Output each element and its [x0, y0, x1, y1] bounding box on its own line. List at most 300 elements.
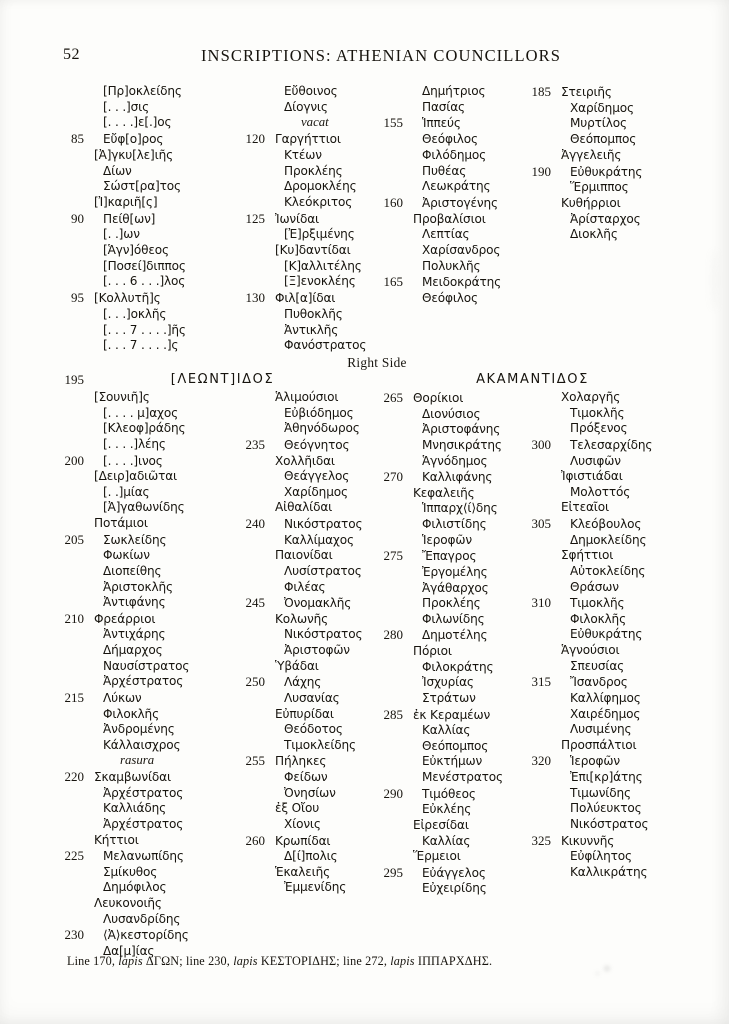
councillor-name: Θεάγγελος — [284, 469, 350, 484]
councillor-name: Εὔθοινος — [284, 84, 338, 98]
line-number: 190 — [531, 163, 551, 179]
councillor-name: Τιμόθεος — [422, 786, 476, 801]
councillor-name: Λυσιμένης — [570, 722, 632, 737]
scan-artifact — [596, 972, 599, 975]
deme-heading: Εὐπυρίδαι — [275, 706, 334, 721]
councillor-name: Εὐθυκράτης — [570, 627, 643, 642]
councillor-name: Εὐβιόδημος — [284, 405, 354, 420]
councillor-name: Ἱππεύς — [422, 116, 461, 131]
deme-heading: Ποτάμιοι — [94, 516, 148, 530]
list-row — [521, 116, 642, 132]
councillor-name: Ἀριστοφῶν — [284, 643, 350, 657]
councillor-name: Τιμοκλῆς — [570, 405, 625, 420]
list-row — [235, 131, 366, 148]
list-row — [235, 164, 366, 180]
list-row — [54, 848, 189, 865]
list-row — [54, 115, 186, 131]
list-row — [235, 612, 362, 628]
list-row — [521, 454, 652, 470]
list-row — [54, 516, 189, 532]
deme-heading: Στειριῆς — [561, 85, 612, 99]
list-row — [373, 596, 503, 612]
list-row — [521, 643, 652, 659]
councillor-name: Ἀντικλῆς — [284, 322, 339, 337]
list-row — [54, 453, 189, 470]
line-number: 305 — [531, 516, 551, 531]
list-row — [521, 148, 642, 164]
deme-heading: Παιονίδαι — [275, 548, 333, 563]
list-row — [373, 259, 501, 275]
list-row — [54, 532, 189, 549]
list-row — [373, 691, 503, 707]
list-row — [521, 691, 652, 707]
page-title: INSCRIPTIONS: ATHENIAN COUNCILLORS — [200, 46, 562, 65]
deme-heading: Προβαλίσιοι — [413, 211, 486, 226]
list-row — [54, 564, 189, 580]
councillor-name: Δίογνις — [284, 99, 328, 114]
councillor-name: Ἀντιφάνης — [103, 595, 166, 610]
list-row — [235, 533, 362, 549]
councillor-name: [Ἁγν]όθεος — [103, 243, 169, 258]
list-row — [54, 259, 186, 275]
deme-heading: ἐκ Κεραμέων — [413, 707, 491, 722]
councillor-name: Δα[μ]ίας — [103, 943, 155, 958]
section-label-right-side: Right Side — [347, 355, 407, 370]
line-number: 295 — [383, 864, 403, 880]
list-row — [373, 148, 501, 164]
deme-heading: Ἑκαλειῆς — [275, 864, 331, 879]
deme-heading: Κολωνῆς — [275, 611, 329, 626]
list-row — [373, 802, 503, 818]
councillor-name: [. . . 7 . . . .]ς — [103, 338, 179, 353]
councillor-name: Φωκίων — [103, 548, 150, 563]
deme-heading: Ἕρμειοι — [413, 849, 461, 864]
list-row — [373, 865, 503, 882]
list-row — [373, 84, 501, 100]
councillor-name: Ἀνδρομένης — [103, 722, 175, 737]
list-row — [235, 323, 366, 339]
list-row — [235, 833, 362, 850]
footnote-text: Line 170, — [67, 954, 119, 968]
councillor-name: Ἐπι[κρ]άτης — [570, 770, 643, 784]
line-number: 220 — [64, 769, 84, 784]
line-number: 200 — [64, 452, 84, 468]
line-number: 320 — [531, 753, 551, 769]
list-row — [235, 817, 362, 833]
councillor-name: Εὐθυκράτης — [570, 164, 643, 179]
list-row — [373, 179, 501, 195]
councillor-name: [. . . .]ε[.]ος — [103, 115, 172, 130]
list-row — [373, 164, 501, 180]
councillor-name: Ἀγάθαρχος — [422, 580, 489, 595]
councillor-name: Ἀρχέστρατος — [103, 674, 184, 689]
councillor-name: Καλλίφημος — [570, 690, 641, 705]
councillor-name: Εὔφ[ο]ρος — [103, 132, 164, 147]
list-row — [235, 722, 362, 738]
deme-heading: Εἰρεσίδαι — [413, 817, 469, 832]
list-row — [373, 644, 503, 660]
deme-heading: Κρωπίδαι — [275, 833, 331, 848]
line-number: 210 — [64, 610, 84, 626]
list-row — [373, 454, 503, 470]
deme-heading: Κικυννῆς — [561, 833, 615, 848]
deme-heading: [Δειρ]αδιῶται — [94, 469, 178, 484]
councillor-name: Προκλέης — [284, 163, 343, 178]
line-number: 125 — [245, 210, 265, 226]
councillor-name: Ἀρχέστρατος — [103, 785, 184, 800]
councillor-name: Λυσίστρατος — [284, 563, 362, 578]
list-row — [54, 274, 186, 290]
list-row — [373, 243, 501, 259]
top-column-2 — [235, 84, 366, 354]
line-number: 325 — [531, 832, 551, 848]
list-row — [235, 454, 362, 470]
councillor-name: Καλλίας — [422, 833, 471, 848]
councillor-name: Ἕρμιππος — [570, 180, 629, 195]
footnote-latin-term: lapis — [118, 954, 143, 968]
deme-heading: Αἰθαλίδαι — [275, 500, 333, 515]
councillor-name: Ἀθηνόδωρος — [284, 421, 360, 436]
list-row — [235, 211, 366, 228]
councillor-name: Νικόστρατος — [284, 517, 363, 531]
councillor-name: Καλλιάδης — [103, 801, 167, 816]
councillor-name: Χαρίδημος — [570, 100, 634, 115]
councillor-name: Μυρτίλος — [570, 116, 627, 131]
deme-heading: Ἁλιμούσιοι — [275, 390, 339, 404]
list-row — [54, 148, 186, 164]
list-row — [54, 627, 189, 643]
list-row — [521, 786, 652, 802]
councillor-name: Θεόφιλος — [422, 291, 478, 306]
councillor-name: Πρόξενος — [570, 421, 628, 436]
list-row — [521, 132, 642, 148]
list-row — [373, 565, 503, 581]
list-row — [373, 438, 503, 454]
line-number: 270 — [383, 469, 403, 485]
councillor-name: Κλεόβουλος — [570, 517, 642, 531]
deme-heading: [Σουνιῆ]ς — [94, 390, 150, 404]
list-row — [521, 548, 652, 564]
list-row — [54, 179, 186, 195]
list-row — [373, 291, 501, 307]
councillor-name: [Κ]αλλιτέλης — [284, 258, 362, 273]
list-row — [373, 422, 503, 438]
councillor-name: Εὐκτήμων — [422, 754, 483, 769]
councillor-name: Φιλοκράτης — [422, 659, 494, 674]
list-row — [235, 100, 366, 116]
list-row — [54, 643, 189, 659]
list-row — [54, 786, 189, 802]
list-row — [54, 707, 189, 723]
list-row — [54, 323, 186, 339]
list-row — [521, 770, 652, 786]
phylum-header-leontidos: [ΛΕΩΝΤ]ΙΔΟΣ — [170, 372, 275, 387]
list-row — [521, 817, 652, 833]
list-row — [521, 196, 642, 212]
top-column-3 — [373, 84, 501, 307]
councillor-name: Σπευσίας — [570, 658, 625, 673]
list-row — [373, 132, 501, 148]
councillor-name: Εὐχειρίδης — [422, 881, 487, 896]
deme-heading: Εἰτεαῖοι — [561, 500, 609, 515]
deme-heading: Πόριοι — [413, 644, 452, 658]
councillor-name: Φείδων — [284, 770, 328, 784]
list-row — [521, 101, 642, 117]
councillor-name: Νικόστρατος — [570, 816, 649, 831]
councillor-name: Φιλόδημος — [422, 147, 487, 162]
list-row — [235, 148, 366, 164]
list-row — [235, 290, 366, 307]
list-row — [373, 100, 501, 116]
councillor-name: Ἀντιχάρης — [103, 627, 166, 642]
councillor-name: Εὐκλέης — [422, 802, 472, 817]
line-number: 290 — [383, 785, 403, 801]
councillor-name: Ἐργομέλης — [422, 564, 488, 579]
deme-heading: ἐξ Οἴου — [275, 801, 320, 816]
councillor-name: Ἔπαγρος — [422, 549, 477, 564]
list-row — [54, 912, 189, 928]
list-row — [235, 115, 366, 131]
list-row — [373, 612, 503, 628]
councillor-name: Λεωκράτης — [422, 179, 491, 194]
councillor-name: Ἁγνόδημος — [422, 453, 488, 468]
line-number: 285 — [383, 706, 403, 722]
deme-heading: [Ἰ]καριῆ[ς] — [94, 194, 158, 209]
deme-heading: [Ἀ]γκυ[λε]ιῆς — [94, 147, 174, 162]
councillor-name: Σμίκυθος — [103, 864, 158, 879]
line-number: 250 — [245, 674, 265, 690]
line-number: 165 — [383, 274, 403, 290]
list-row — [373, 849, 503, 865]
list-row — [521, 84, 642, 101]
list-row — [54, 896, 189, 912]
councillor-name: Ἐμμενίδης — [284, 880, 347, 895]
councillor-name: Δημοτέλης — [422, 628, 488, 643]
line-number: 315 — [531, 674, 551, 690]
list-row — [54, 580, 189, 596]
councillor-name: [Ἐ]ρξιμένης — [284, 227, 355, 242]
list-row — [521, 659, 652, 675]
councillor-name: Χίονις — [284, 816, 321, 831]
apparatus-footnote — [67, 954, 492, 969]
list-row — [373, 533, 503, 549]
deme-heading: Κεφαλειῆς — [413, 485, 475, 500]
councillor-name: [Ποσεί]διππος — [103, 258, 186, 273]
councillor-name: Θεόπομπος — [422, 738, 489, 753]
councillor-name: Θεόγνητος — [284, 437, 350, 452]
line-number: 95 — [71, 290, 84, 306]
list-row — [373, 818, 503, 834]
list-row — [373, 548, 503, 565]
councillor-name: Φανόστρατος — [284, 338, 367, 353]
councillor-name: Πολυκλῆς — [422, 258, 481, 273]
list-row — [235, 179, 366, 195]
deme-heading: Ὑβάδαι — [275, 658, 319, 673]
list-row — [521, 674, 652, 691]
list-row — [521, 833, 652, 850]
councillor-name: [Ξ]ενοκλέης — [284, 274, 356, 289]
list-row — [521, 580, 652, 596]
councillor-name: Εὐφίλητος — [570, 849, 632, 864]
list-row — [54, 243, 186, 259]
list-row — [521, 180, 642, 196]
councillor-name: Ἰσχυρίας — [422, 675, 474, 690]
list-row — [235, 674, 362, 691]
deme-heading: Σφήττιοι — [561, 548, 614, 563]
councillor-name: Ἀρίσταρχος — [570, 211, 641, 226]
list-row — [235, 259, 366, 275]
list-row — [54, 817, 189, 833]
list-row — [521, 390, 652, 406]
list-row — [54, 469, 189, 485]
list-row — [521, 801, 652, 817]
list-row — [235, 390, 362, 406]
councillor-name: Τιμοκλῆς — [570, 596, 625, 611]
bottom-column-4 — [521, 390, 652, 880]
list-row — [521, 753, 652, 770]
line-number: 280 — [383, 627, 403, 643]
list-row — [54, 500, 189, 516]
councillor-name: Φιλοκλῆς — [570, 611, 627, 626]
line-number: 85 — [71, 131, 84, 147]
deme-heading: [Κολλυτῆ]ς — [94, 291, 161, 306]
councillor-name: Λυσανδρίδης — [103, 911, 181, 926]
councillor-name: [. .]ων — [103, 227, 140, 242]
line-number-195: 195 — [64, 372, 84, 387]
list-row — [521, 849, 652, 865]
councillor-name: Ἱεροφῶν — [422, 532, 472, 547]
councillor-name: Εὐάγγελος — [422, 865, 486, 880]
list-row — [235, 738, 362, 754]
list-row — [235, 548, 362, 564]
councillor-name: Κτέων — [284, 147, 322, 162]
editorial-note: vacat — [301, 115, 329, 130]
councillor-name: Καλλιφάνης — [422, 470, 493, 485]
list-row — [54, 880, 189, 896]
list-row — [54, 164, 186, 180]
line-number: 300 — [531, 436, 551, 452]
deme-heading: Γαργήττιοι — [275, 132, 341, 147]
list-row — [521, 564, 652, 580]
editorial-note: rasura — [120, 753, 155, 768]
list-row — [54, 927, 189, 944]
list-row — [521, 738, 652, 754]
councillor-name: [. . .]σις — [103, 99, 150, 114]
list-row — [235, 691, 362, 707]
list-row — [54, 611, 189, 628]
list-row — [235, 880, 362, 896]
list-row — [373, 739, 503, 755]
list-row — [54, 769, 189, 786]
page-number: 52 — [63, 46, 80, 63]
councillor-name: Τελεσαρχίδης — [570, 437, 653, 452]
line-number: 275 — [383, 548, 403, 564]
list-row — [235, 849, 362, 865]
line-number: 230 — [64, 927, 84, 943]
line-number: 90 — [71, 210, 84, 226]
councillor-name: Σωκλείδης — [103, 532, 167, 547]
list-row — [373, 212, 501, 228]
deme-heading: Θορίκιοι — [413, 391, 464, 405]
councillor-name: Χαιρέδημος — [570, 706, 641, 721]
list-row — [235, 627, 362, 643]
councillor-name: Ἀρχέστρατος — [103, 816, 184, 831]
councillor-name: Προκλέης — [422, 596, 481, 611]
bottom-column-3 — [373, 390, 503, 897]
councillor-name: Μολοττός — [570, 484, 631, 499]
list-row — [235, 643, 362, 659]
scan-artifact — [712, 250, 717, 310]
list-row — [54, 595, 189, 611]
deme-heading: Ἰωνίδαι — [275, 211, 319, 226]
list-row — [521, 212, 642, 228]
deme-heading: Φιλ[α]ίδαι — [275, 291, 336, 306]
list-row — [54, 211, 186, 228]
deme-heading: Σκαμβωνίδαι — [94, 770, 171, 784]
line-number: 235 — [245, 436, 265, 452]
councillor-name: Στράτων — [422, 690, 476, 705]
councillor-name: Ἀριστοφάνης — [422, 422, 501, 437]
councillor-name: Καλλίας — [422, 723, 471, 738]
councillor-name: Φιλιστίδης — [422, 517, 487, 531]
deme-heading: Χολαργῆς — [561, 390, 621, 404]
list-row — [54, 659, 189, 675]
councillor-name: Ναυσίστρατος — [103, 658, 190, 673]
list-row — [373, 834, 503, 850]
councillor-name: Καλλίμαχος — [284, 532, 354, 547]
list-row — [235, 580, 362, 596]
line-number: 245 — [245, 595, 265, 611]
list-row — [235, 437, 362, 454]
list-row — [54, 290, 186, 307]
line-number: 240 — [245, 516, 265, 531]
councillor-name: Δημοκλείδης — [570, 532, 647, 547]
deme-heading: Κήττιοι — [94, 832, 139, 847]
list-row — [521, 612, 652, 628]
list-row — [235, 406, 362, 422]
list-row — [235, 84, 366, 100]
list-row — [54, 131, 186, 148]
list-row — [373, 407, 503, 423]
deme-heading: Λευκονοιῆς — [94, 896, 162, 910]
list-row — [54, 227, 186, 243]
deme-heading: [Κυ]δαντίδαι — [275, 243, 351, 258]
councillor-name: Δίων — [103, 163, 132, 178]
list-row — [54, 437, 189, 453]
councillor-name: [. . . 6 . . .]λος — [103, 274, 186, 289]
list-row — [54, 690, 189, 707]
councillor-name: Λυσανίας — [284, 690, 340, 705]
list-row — [521, 485, 652, 501]
councillor-name: Θεόδοτος — [284, 722, 343, 737]
list-row — [235, 227, 366, 243]
list-row — [521, 865, 652, 881]
line-number: 215 — [64, 689, 84, 705]
councillor-name: Διοπείθης — [103, 563, 162, 578]
list-row — [373, 501, 503, 517]
list-row — [373, 517, 503, 533]
list-row — [235, 564, 362, 580]
councillor-name: Ὀνομακλῆς — [284, 596, 352, 611]
list-row — [54, 801, 189, 817]
list-row — [54, 548, 189, 564]
list-row — [54, 722, 189, 738]
top-column-4 — [521, 84, 642, 243]
councillor-name: Σώστ[ρα]τος — [103, 179, 181, 194]
councillor-name: Χαρίδημος — [284, 484, 348, 499]
councillor-name: [Κλεοφ]ράδης — [103, 421, 186, 436]
councillor-name: [. . . 7 . . . .]ῆς — [103, 322, 186, 337]
